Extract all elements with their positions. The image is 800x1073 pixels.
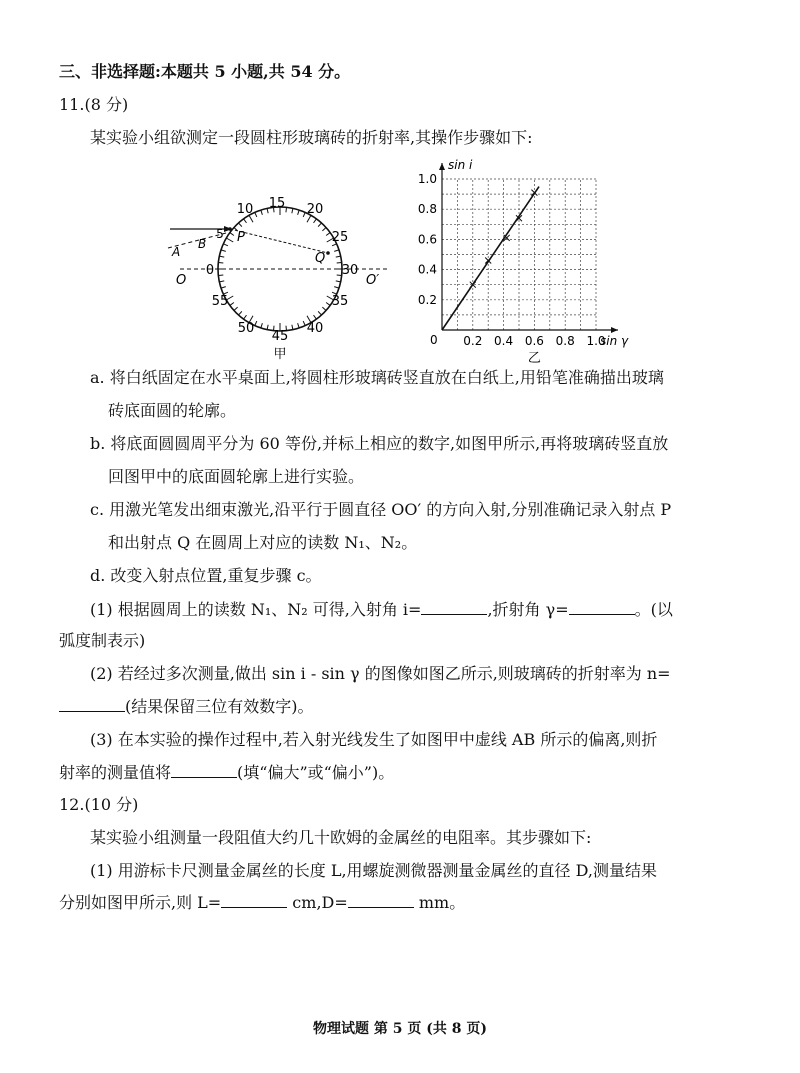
- dial-tick: [230, 233, 234, 236]
- q12-sub1: (1) 用游标卡尺测量金属丝的长度 L,用螺旋测微器测量金属丝的直径 D,测量结果: [90, 861, 657, 880]
- dial-tick: [298, 210, 300, 215]
- step-c-line2: 和出射点 Q 在圆周上对应的读数 N₁、N₂。: [108, 533, 418, 552]
- step-c-line1: c. 用激光笔发出细束激光,沿平行于圆直径 OO′ 的方向入射,分别准确记录入射点 P: [90, 500, 672, 519]
- dial-tick: [219, 256, 224, 257]
- dial-number: 45: [271, 329, 289, 344]
- answer-blank-diameter-d[interactable]: [348, 893, 414, 908]
- x-tick-labels: [463, 334, 605, 348]
- fig-b-caption: 乙: [527, 351, 541, 366]
- q11-intro: 某实验小组欲测定一段圆柱形玻璃砖的折射率,其操作步骤如下:: [90, 128, 533, 147]
- q12-number: 12.(10 分): [59, 795, 139, 814]
- q12-intro: 某实验小组测量一段阻值大约几十欧姆的金属丝的电阻率。其步骤如下:: [90, 828, 592, 847]
- dial-tick: [326, 233, 330, 236]
- q11-sub3-line2: [59, 763, 394, 783]
- dial-tick: [223, 244, 228, 246]
- dial-number: 20: [306, 202, 324, 217]
- dial-tick: [303, 321, 305, 326]
- dial-number: 40: [306, 321, 324, 336]
- dial-tick: [239, 223, 242, 227]
- dial-tick: [322, 228, 326, 231]
- q11-number: 11.(8 分): [59, 95, 129, 114]
- step-a-line2: 砖底面圆的轮廓。: [108, 401, 237, 420]
- q12-sub1-line2: [59, 893, 465, 913]
- q12-sub1-text-d: mm。: [413, 893, 466, 912]
- dial-tick: [239, 311, 242, 315]
- dial-tick: [336, 281, 341, 282]
- dial-tick: [219, 281, 224, 282]
- q11-sub2-text-b: (结果保留三位有效数字)。: [125, 697, 314, 716]
- dial-tick: [292, 325, 293, 330]
- label-p: P: [237, 230, 245, 245]
- dial-tick: [334, 250, 339, 252]
- dial-tick: [292, 208, 293, 213]
- q11-sub1-line2: 弧度制表示): [59, 631, 146, 650]
- y-tick-label: 0.2: [417, 292, 437, 307]
- point-p-dot: [228, 227, 232, 231]
- q11-sub1-text-c: 。(以: [634, 600, 673, 619]
- dial-tick: [261, 210, 263, 215]
- dial-tick: [336, 256, 341, 257]
- y-tick-labels: [418, 172, 437, 307]
- dial-number: 55: [211, 294, 229, 309]
- q11-sub1: [90, 600, 673, 620]
- label-a: A: [172, 245, 181, 259]
- y-axis-arrow-icon: [439, 163, 445, 170]
- dial-tick: [322, 307, 326, 310]
- dial-tick: [334, 287, 339, 289]
- dial-number: 10: [236, 202, 254, 217]
- answer-blank-incident-angle[interactable]: [421, 600, 487, 615]
- answer-blank-length-l[interactable]: [221, 893, 287, 908]
- dial-number: 50: [237, 321, 255, 336]
- dial-tick: [221, 287, 226, 289]
- dial-tick: [255, 212, 257, 217]
- dial-tick: [314, 219, 317, 223]
- fig-b-chart: [418, 158, 629, 366]
- q11-sub3: (3) 在本实验的操作过程中,若入射光线发生了如图甲中虚线 AB 所示的偏离,则折: [90, 730, 658, 749]
- origin-label: 0: [430, 333, 438, 347]
- q11-sub1-text-a: (1) 根据圆周上的读数 N₁、N₂ 可得,入射角 i=: [90, 600, 422, 619]
- dial-tick: [298, 323, 300, 328]
- x-axis-label: sin γ: [600, 334, 629, 348]
- y-tick-label: 1.0: [417, 172, 437, 186]
- y-tick-label: 0.4: [417, 262, 437, 277]
- dial-number: 5: [216, 227, 224, 241]
- answer-blank-refraction-angle[interactable]: [569, 600, 635, 615]
- y-tick-label: 0.8: [417, 202, 437, 217]
- x-tick-label: 0.2: [463, 334, 483, 348]
- q12-sub1-text-b: 分别如图甲所示,则 L=: [59, 893, 222, 912]
- dial-tick: [226, 238, 233, 242]
- x-tick-label: 1.0: [586, 334, 606, 348]
- step-d: d. 改变入射点位置,重复步骤 c。: [90, 566, 322, 585]
- y-tick-label: 0.6: [417, 232, 437, 247]
- step-b-line2: 回图甲中的底面圆轮廓上进行实验。: [108, 467, 365, 486]
- dial-tick: [318, 311, 321, 315]
- dial-tick: [230, 303, 234, 306]
- step-a-line1: a. 将白纸固定在水平桌面上,将圆柱形玻璃砖竖直放在白纸上,用铅笔准确描出玻璃: [90, 368, 664, 387]
- label-q: Q: [315, 251, 326, 266]
- x-tick-label: 0.8: [555, 334, 575, 348]
- dial-number: 0: [205, 263, 215, 278]
- fig-a-caption: 甲: [273, 347, 287, 362]
- q11-sub1-text-b: ,折射角 γ=: [487, 600, 569, 619]
- page-footer: 物理试题 第 5 页 (共 8 页): [313, 1021, 487, 1037]
- chart-grid: [442, 179, 596, 330]
- dial-tick: [267, 325, 268, 330]
- label-b: B: [198, 237, 207, 251]
- dial-tick: [221, 250, 226, 252]
- dial-tick: [318, 223, 321, 227]
- y-axis-label: sin i: [448, 158, 473, 172]
- x-tick-label: 0.4: [494, 334, 514, 348]
- dial-number: 15: [268, 196, 286, 211]
- dial-tick: [314, 315, 317, 319]
- dial-tick: [218, 275, 223, 276]
- step-b-line1: b. 将底面圆圆周平分为 60 等份,并标上相应的数字,如图甲所示,再将玻璃砖竖直放: [90, 434, 669, 453]
- q11-sub2-line2: [59, 697, 314, 717]
- fig-a-dial: [168, 196, 390, 362]
- dial-tick: [286, 207, 287, 212]
- x-tick-label: 0.6: [524, 334, 544, 348]
- q11-sub2: (2) 若经过多次测量,做出 sin i - sin γ 的图像如图乙所示,则玻璃砖的折射率为 n=: [90, 664, 671, 683]
- dial-tick: [303, 212, 305, 217]
- q11-figures: [160, 150, 660, 370]
- section-header: 三、非选择题:本题共 5 小题,共 54 分。: [59, 62, 351, 81]
- dial-tick: [255, 321, 257, 326]
- dial-tick: [244, 219, 247, 223]
- point-q-dot: [326, 251, 330, 255]
- dial-number: 25: [331, 230, 349, 245]
- dial-tick: [218, 263, 223, 264]
- q12-sub1-text-c: cm,D=: [287, 893, 348, 912]
- answer-blank-error-direction[interactable]: [171, 763, 237, 778]
- q11-sub3-text-c: (填“偏大”或“偏小”)。: [237, 763, 395, 782]
- label-o: O: [176, 273, 187, 288]
- q11-sub3-text-b: 射率的测量值将: [59, 763, 172, 782]
- x-axis-arrow-icon: [611, 327, 618, 333]
- dial-tick: [326, 303, 330, 306]
- answer-blank-refractive-index[interactable]: [59, 697, 125, 712]
- dial-tick: [234, 307, 238, 310]
- dial-tick: [261, 323, 263, 328]
- dial-number: 30: [341, 263, 359, 278]
- dial-number: 35: [331, 294, 349, 309]
- dial-tick: [244, 315, 247, 319]
- dial-numbers: [206, 196, 358, 344]
- label-o-prime: O′: [366, 273, 380, 288]
